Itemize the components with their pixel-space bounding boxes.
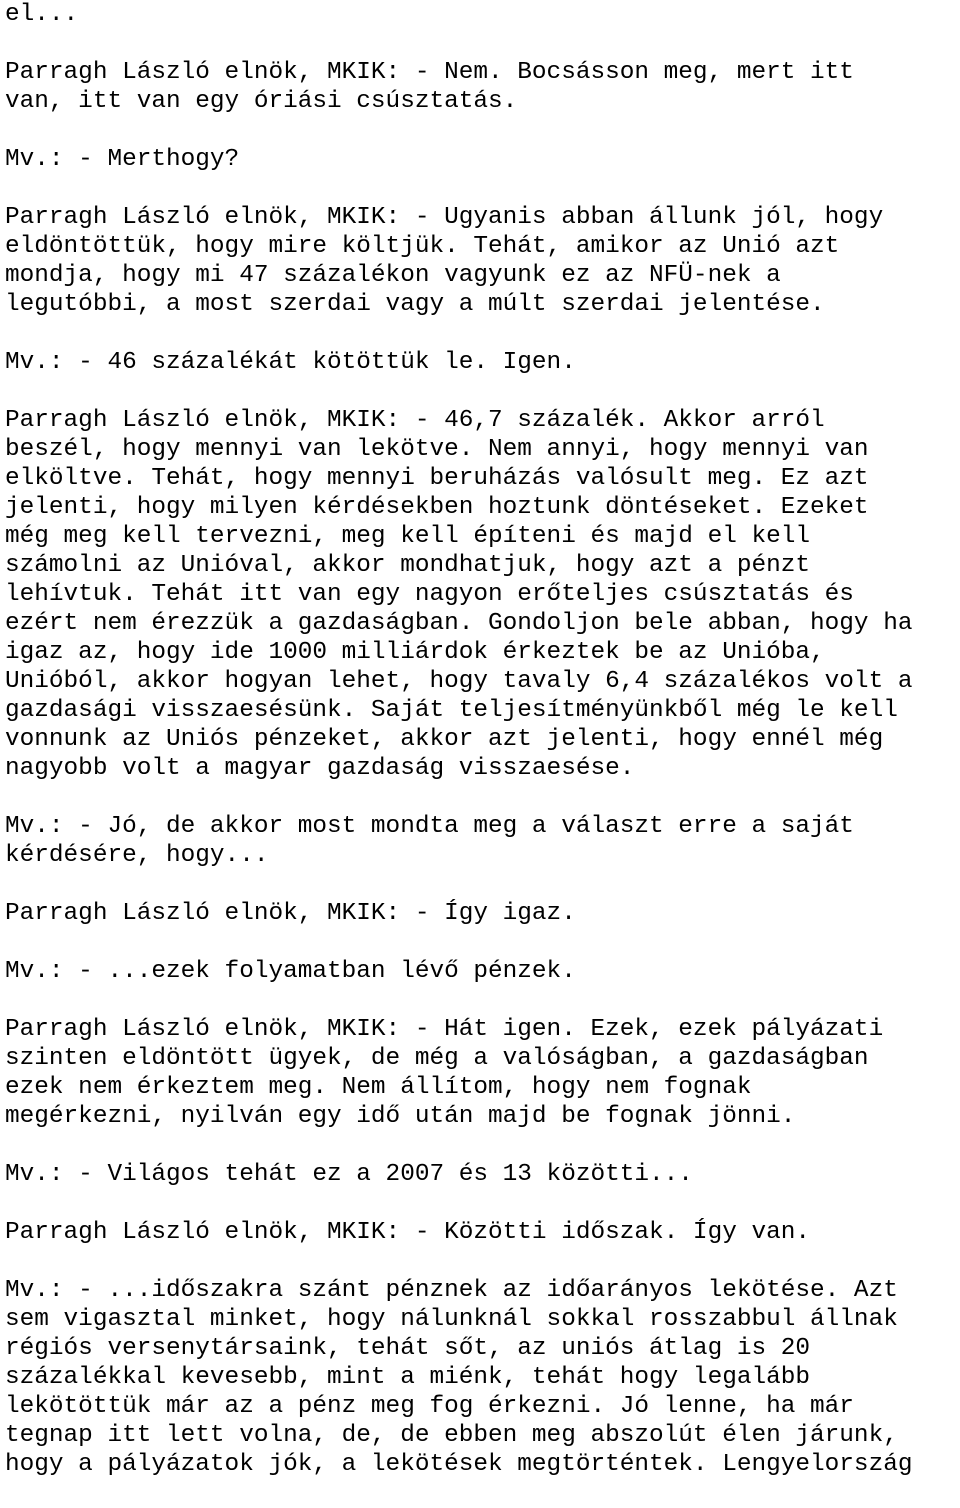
text-line: Parragh László elnök, MKIK: - Közötti időszak. Így van. [5, 1219, 811, 1246]
text-line: lehívtuk. Tehát itt van egy nagyon erőteljes csúsztatás és [5, 581, 854, 608]
text-line: igaz az, hogy ide 1000 milliárdok érkeztek be az Unióba, [5, 639, 825, 666]
text-line: százalékkal kevesebb, mint a miénk, tehát hogy legalább [5, 1364, 811, 1391]
text-line: vonnunk az Uniós pénzeket, akkor azt jelenti, hogy ennél még [5, 726, 884, 753]
text-line: Parragh László elnök, MKIK: - Hát igen. Ezek, ezek pályázati [5, 1016, 884, 1043]
transcript-paragraph [5, 1218, 957, 1247]
text-line: szinten eldöntött ügyek, de még a valóságban, a gazdaságban [5, 1045, 869, 1072]
text-line: Mv.: - ...időszakra szánt pénznek az időarányos lekötése. Azt [5, 1277, 898, 1304]
transcript-paragraph [5, 348, 957, 377]
text-line: nagyobb volt a magyar gazdaság visszaesése. [5, 755, 635, 782]
transcript-paragraph [5, 1160, 957, 1189]
text-line: beszél, hogy mennyi van lekötve. Nem annyi, hogy mennyi van [5, 436, 869, 463]
text-line: Mv.: - Jó, de akkor most mondta meg a választ erre a saját [5, 813, 854, 840]
text-line: sem vigasztal minket, hogy nálunknál sokkal rosszabbul állnak [5, 1306, 898, 1333]
text-line: jelenti, hogy milyen kérdésekben hoztunk döntéseket. Ezeket [5, 494, 869, 521]
text-line: Mv.: - ...ezek folyamatban lévő pénzek. [5, 958, 576, 985]
text-line: eldöntöttük, hogy mire költjük. Tehát, amikor az Unió azt [5, 233, 840, 260]
text-line: Parragh László elnök, MKIK: - 46,7 százalék. Akkor arról [5, 407, 825, 434]
text-line: ezért nem érezzük a gazdaságban. Gondoljon bele abban, hogy ha [5, 610, 913, 637]
transcript-paragraph [5, 899, 957, 928]
text-line: Parragh László elnök, MKIK: - Ugyanis abban állunk jól, hogy [5, 204, 884, 231]
transcript-paragraph [5, 0, 957, 29]
text-line: mondja, hogy mi 47 százalékon vagyunk ez az NFÜ-nek a [5, 262, 781, 289]
text-line: Parragh László elnök, MKIK: - Nem. Bocsásson meg, mert itt [5, 59, 854, 86]
text-line: kérdésére, hogy... [5, 842, 269, 869]
text-line: hogy a pályázatok jók, a lekötések megtörténtek. Lengyelország [5, 1451, 913, 1478]
text-line: lekötöttük már az a pénz meg fog érkezni. Jó lenne, ha már [5, 1393, 854, 1420]
document-page [5, 0, 957, 1508]
transcript-paragraph [5, 1015, 957, 1131]
transcript-paragraph [5, 58, 957, 116]
transcript-paragraph [5, 406, 957, 783]
text-line: Unióból, akkor hogyan lehet, hogy tavaly 6,4 százalékos volt a [5, 668, 913, 695]
text-line: van, itt van egy óriási csúsztatás. [5, 88, 518, 115]
text-line: Parragh László elnök, MKIK: - Így igaz. [5, 900, 576, 927]
transcript-paragraph [5, 812, 957, 870]
text-line: elköltve. Tehát, hogy mennyi beruházás valósult meg. Ez azt [5, 465, 869, 492]
text-line: régiós versenytársaink, tehát sőt, az uniós átlag is 20 [5, 1335, 811, 1362]
transcript-paragraph [5, 957, 957, 986]
text-line: Mv.: - Világos tehát ez a 2007 és 13 közötti... [5, 1161, 693, 1188]
text-line: el... [5, 1, 79, 28]
text-line: gazdasági visszaesésünk. Saját teljesítményünkből még le kell [5, 697, 898, 724]
text-line: Mv.: - Merthogy? [5, 146, 240, 173]
text-line: számolni az Unióval, akkor mondhatjuk, hogy azt a pénzt [5, 552, 811, 579]
text-line: tegnap itt lett volna, de, de ebben meg abszolút élen járunk, [5, 1422, 898, 1449]
text-line: még meg kell tervezni, meg kell építeni és majd el kell [5, 523, 811, 550]
transcript-paragraph [5, 145, 957, 174]
text-line: Mv.: - 46 százalékát kötöttük le. Igen. [5, 349, 576, 376]
text-line: megérkezni, nyilván egy idő után majd be fognak jönni. [5, 1103, 796, 1130]
transcript-paragraph [5, 203, 957, 319]
transcript-paragraph [5, 1276, 957, 1479]
text-line: ezek nem érkeztem meg. Nem állítom, hogy nem fognak [5, 1074, 752, 1101]
text-line: legutóbbi, a most szerdai vagy a múlt szerdai jelentése. [5, 291, 825, 318]
